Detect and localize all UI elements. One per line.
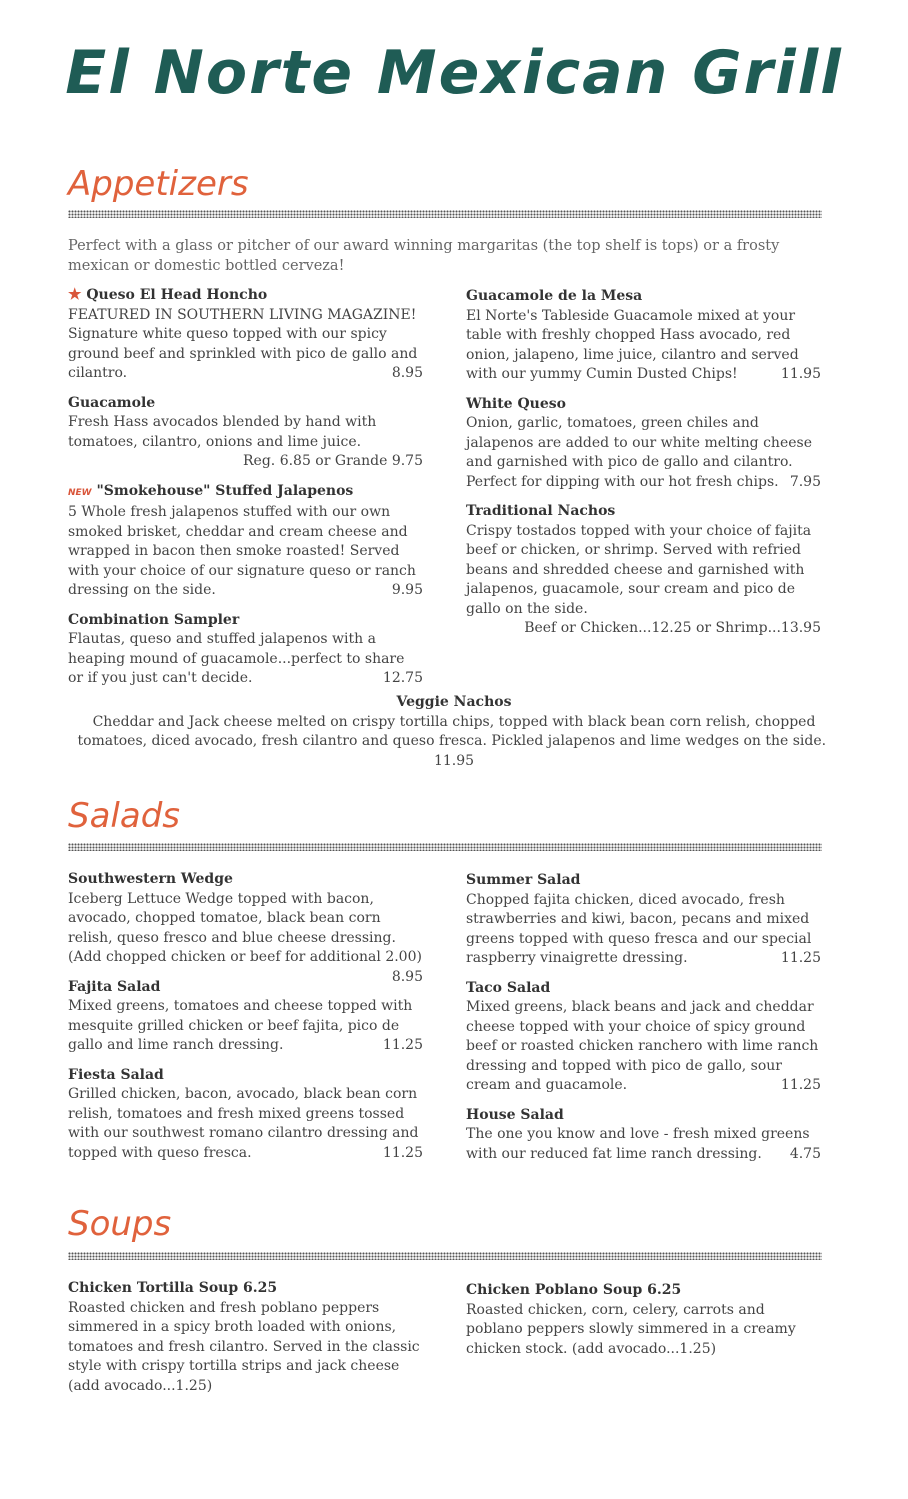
item-price: Beef or Chicken...12.25 or Shrimp...13.95 (524, 620, 821, 636)
item-price: 4.75 (789, 1145, 821, 1162)
item-price: 12.75 (382, 670, 423, 686)
menu-item (466, 1106, 821, 1165)
item-description: Roasted chicken and fresh poblano peppers simmered in a spicy broth loaded with onions, tomatoes and fresh cilantro. Served in the classic style with crispy tortilla strips and jack cheese (add avocado...1.25) (68, 1299, 420, 1394)
item-description: Flautas, queso and stuffed jalapenos with a heaping mound of guacamole...perfect to share or if you just can't decide. (68, 631, 405, 686)
appetizers-left-column (68, 285, 423, 699)
item-description: Roasted chicken, corn, celery, carrots and poblano peppers slowly simmered in a creamy chicken stock. (add avocado...1.25) (466, 1301, 796, 1357)
appetizers-divider (68, 210, 822, 218)
item-name: Southwestern Wedge (68, 871, 233, 887)
salads-divider (68, 843, 822, 851)
item-name: Guacamole (68, 394, 156, 411)
menu-item (466, 1281, 821, 1359)
item-description: Fresh Hass avocados blended by hand with tomatoes, cilantro, onions and lime juice. (68, 414, 377, 450)
menu-item (68, 394, 423, 472)
item-description: Grilled chicken, bacon, avocado, black bean corn relish, tomatoes and fresh mixed greens tossed with our southwest romano cilantro dressing and topped with queso fresca. (68, 1086, 419, 1161)
item-description: FEATURED IN SOUTHERN LIVING MAGAZINE! Signature white queso topped with our spicy ground beef and sprinkled with pico de gallo and cilantro. (68, 306, 418, 381)
menu-item (466, 395, 821, 493)
item-name: Summer Salad (466, 872, 581, 888)
item-description: Iceberg Lettuce Wedge topped with bacon, avocado, chopped tomatoe, black bean corn relish, queso fresco and blue cheese dressing. (Add chopped chicken or beef for additional 2.00) (68, 890, 422, 965)
soups-left-column (68, 1279, 423, 1406)
item-description: El Norte's Tableside Guacamole mixed at your table with freshly chopped Hass avocado, red onion, jalapeno, lime juice, cilantro and served with our yummy Cumin Dusted Chips! (466, 307, 799, 382)
item-name: Traditional Nachos (466, 503, 616, 519)
appetizers-heading: Appetizers (68, 164, 249, 204)
menu-item (466, 871, 821, 969)
menu-item (68, 978, 423, 1056)
veggie-nachos-item (68, 693, 840, 771)
item-name: Guacamole de la Mesa (466, 288, 643, 304)
item-name: Chicken Tortilla Soup 6.25 (68, 1280, 278, 1296)
menu-item (68, 482, 423, 601)
star-icon: ★ (68, 285, 82, 303)
item-description: Onion, garlic, tomatoes, green chiles and jalapenos are added to our white melting cheese and garnished with pico de gallo and cilantro. Perfect for dipping with our hot fresh chips. (466, 415, 812, 490)
menu-item (68, 1066, 423, 1164)
item-price: 11.25 (382, 1144, 423, 1161)
appetizers-right-column (466, 287, 821, 649)
item-price: 11.25 (382, 1037, 423, 1053)
menu-item (68, 870, 423, 985)
item-description: Mixed greens, tomatoes and cheese topped with mesquite grilled chicken or beef fajita, pico de gallo and lime ranch dressing. (68, 998, 413, 1053)
item-price: 11.25 (780, 1077, 821, 1093)
item-price: 7.95 (789, 473, 821, 490)
item-price: 9.95 (391, 582, 423, 598)
salads-heading: Salads (68, 796, 180, 836)
new-badge: NEW (68, 487, 92, 498)
item-name: Fajita Salad (68, 978, 161, 995)
menu-item (466, 502, 821, 639)
item-name: White Queso (466, 395, 566, 412)
menu-item (68, 285, 423, 384)
menu-item (466, 287, 821, 385)
soups-heading: Soups (68, 1204, 172, 1244)
item-price: 8.95 (391, 365, 423, 381)
menu-item (466, 979, 821, 1096)
item-name: Fiesta Salad (68, 1066, 164, 1083)
item-price: 11.25 (780, 950, 821, 966)
item-name: "Smokehouse" Stuffed Jalapenos (96, 482, 354, 499)
item-description: Cheddar and Jack cheese melted on crispy tortilla chips, topped with black bean corn relish, chopped tomatoes, diced avocado, fresh cilantro and queso fresca. Pickled jalapenos and lime wedges on the side. (77, 713, 827, 749)
item-name: Chicken Poblano Soup 6.25 (466, 1282, 682, 1298)
item-price: 8.95 (391, 968, 423, 985)
menu-item (68, 1279, 423, 1396)
item-name: House Salad (466, 1106, 564, 1123)
item-name: Taco Salad (466, 979, 551, 996)
item-description: Chopped fajita chicken, diced avocado, fresh strawberries and kiwi, bacon, pecans and mixed greens topped with queso fresca and our special raspberry vinaigrette dressing. (466, 891, 812, 966)
item-price: Reg. 6.85 or Grande 9.75 (243, 453, 423, 469)
soups-divider (68, 1252, 822, 1260)
item-name: Combination Sampler (68, 611, 240, 628)
item-price: 11.95 (433, 752, 475, 769)
item-name: Queso El Head Honcho (86, 287, 268, 303)
appetizers-intro: Perfect with a glass or pitcher of our award winning margaritas (the top shelf is tops) or a frosty mexican or domestic bottled cerveza! (68, 238, 780, 274)
item-description: Crispy tostados topped with your choice of fajita beef or chicken, or shrimp. Served with refried beans and shredded cheese and garnished with jalapenos, guacamole, sour cream and pico de gallo on the side. (466, 522, 812, 617)
item-price: 11.95 (780, 366, 821, 382)
item-name: Veggie Nachos (396, 694, 512, 710)
restaurant-title: El Norte Mexican Grill (65, 38, 843, 108)
menu-item (68, 611, 423, 689)
salads-left-column (68, 870, 423, 1173)
item-description: 5 Whole fresh jalapenos stuffed with our own smoked brisket, cheddar and cream cheese and wrapped in bacon then smoke roasted! Served with your choice of our signature queso or ranch dressing on the side. (68, 504, 416, 598)
salads-right-column (466, 871, 821, 1174)
item-description: The one you know and love - fresh mixed greens with our reduced fat lime ranch dressing. (466, 1126, 810, 1162)
item-description: Mixed greens, black beans and jack and cheddar cheese topped with your choice of spicy ground beef or roasted chicken ranchero with lime ranch dressing and topped with pico de gallo, sour cream and guacamole. (466, 999, 819, 1093)
soups-right-column (466, 1281, 821, 1369)
